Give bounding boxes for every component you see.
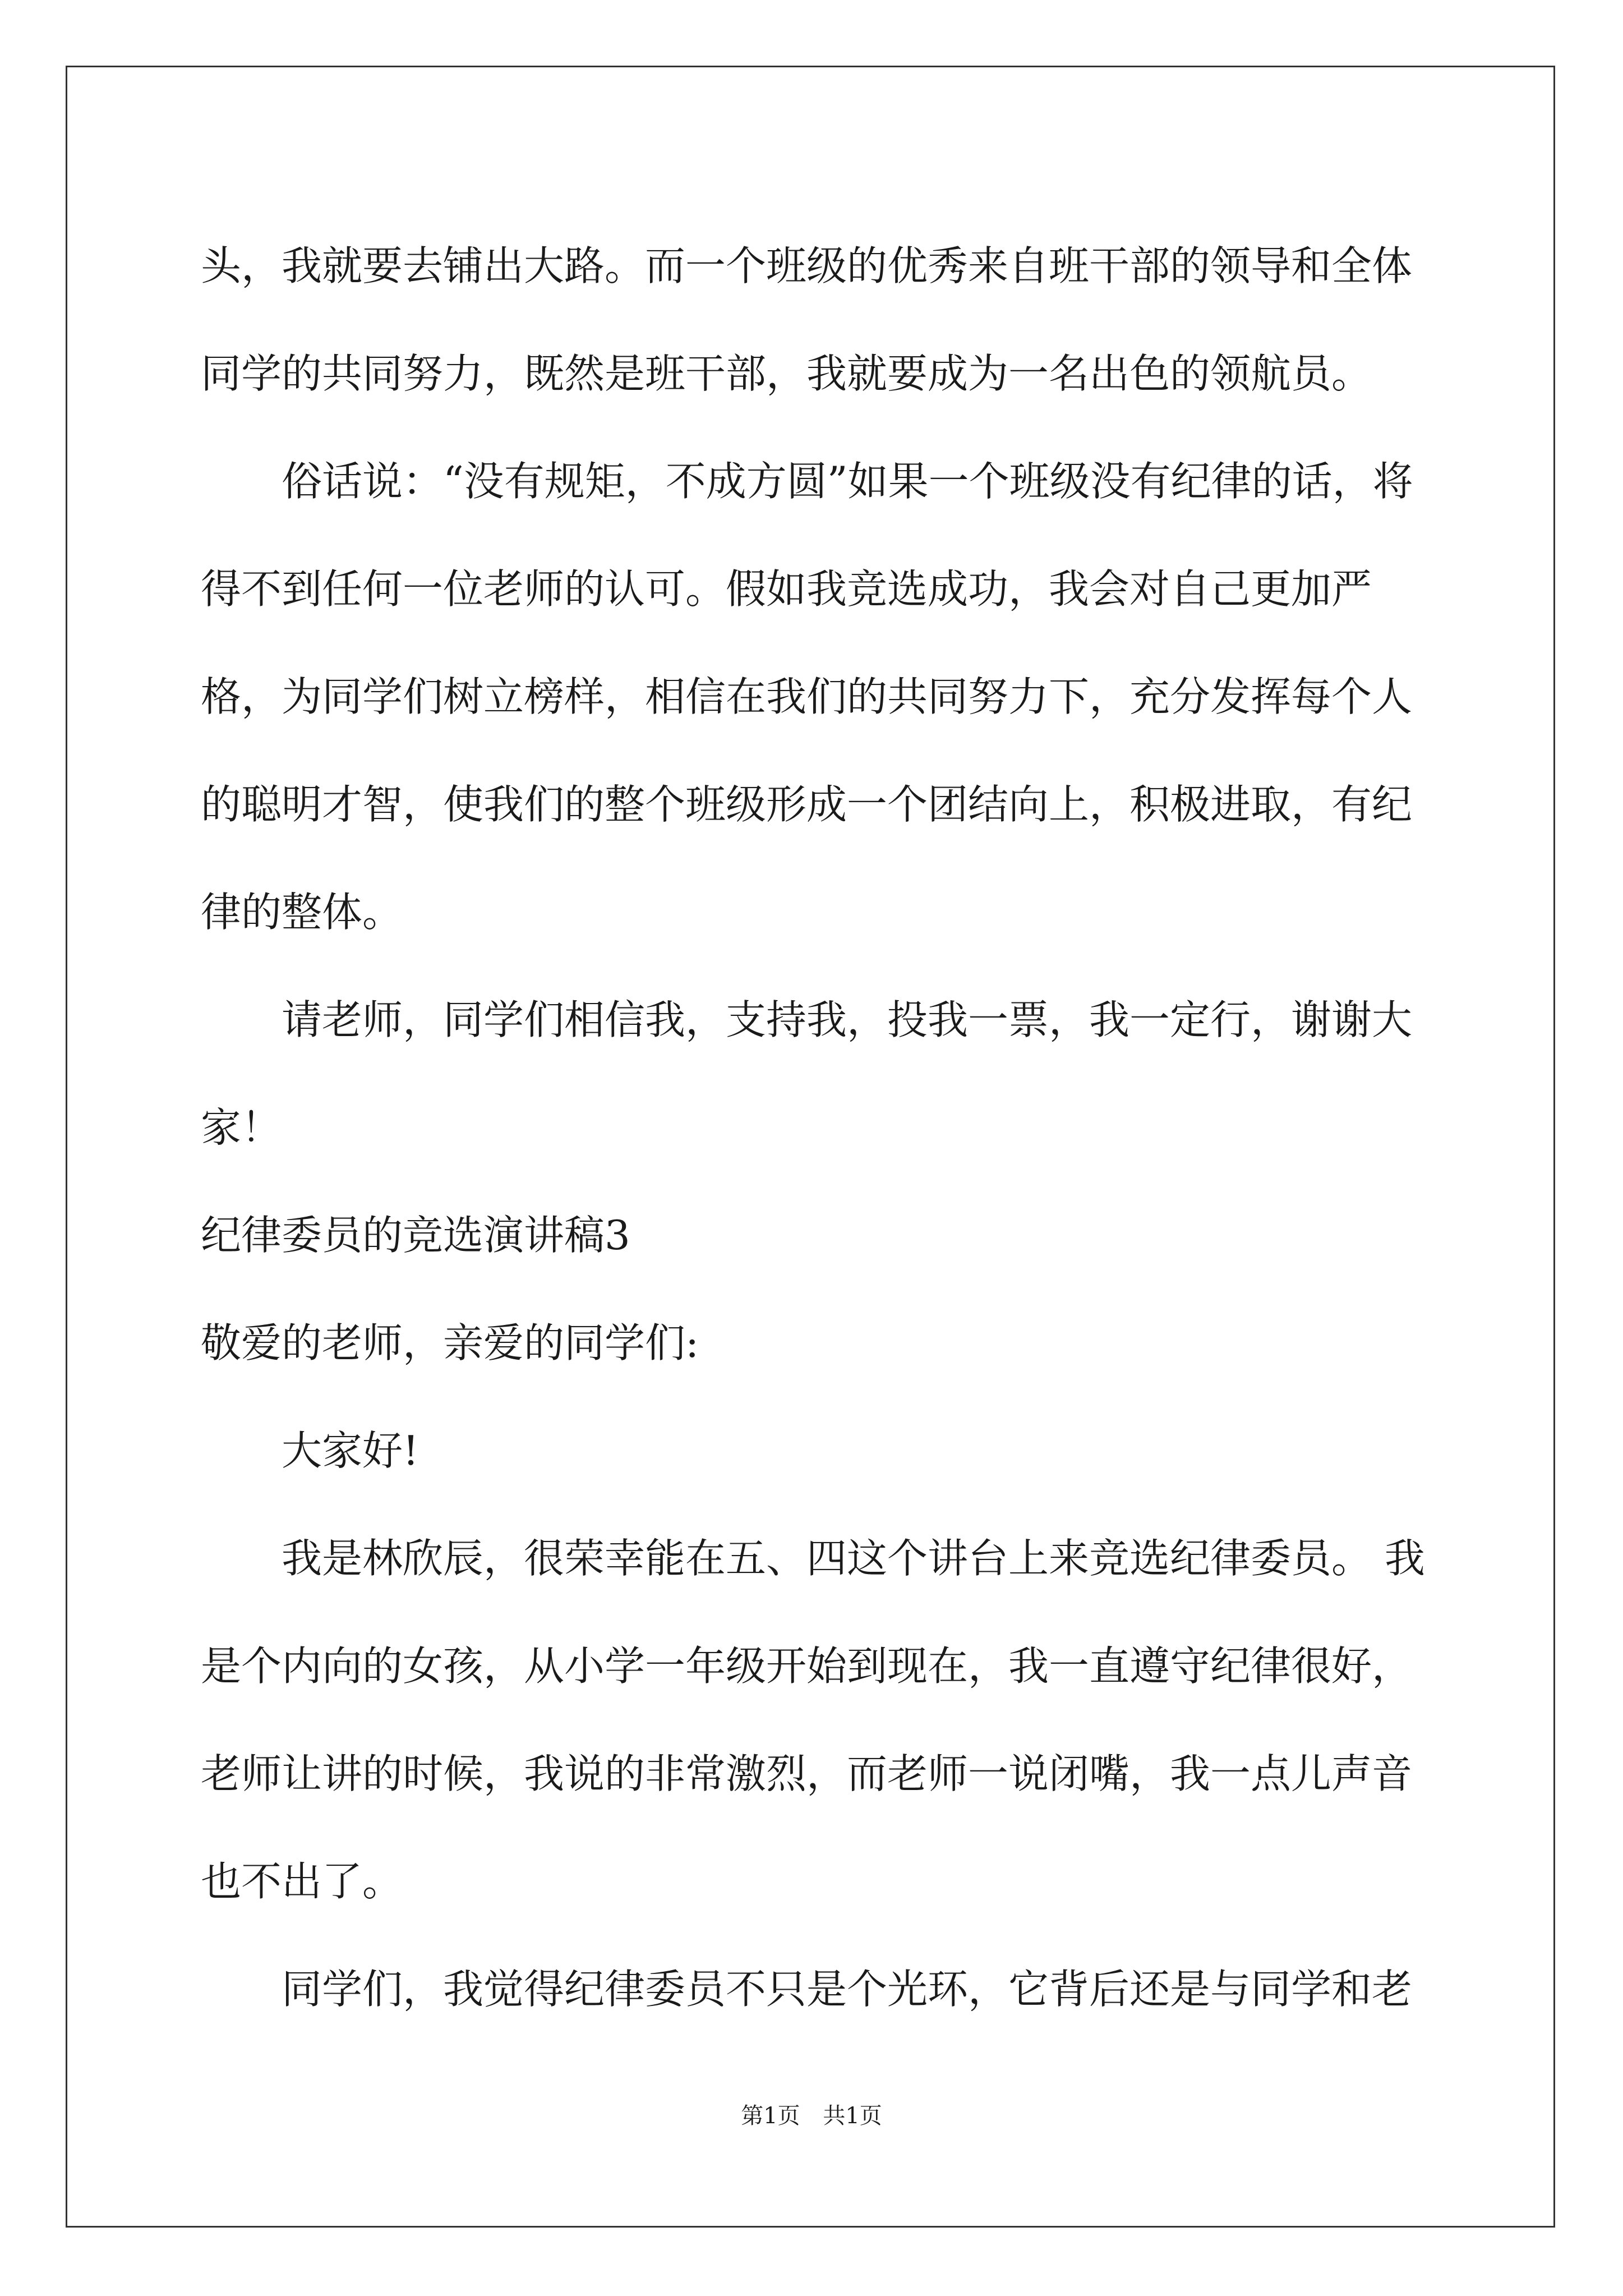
paragraph-1: 头，我就要去铺出大路。而一个班级的优秀来自班干部的领导和全体同学的共同努力，既然是班干部，我就要成为一名出色的领航员。 xyxy=(201,242,1413,397)
page-number: 第1页 xyxy=(741,2103,800,2129)
page-footer xyxy=(0,2098,1623,2130)
paragraph-6: 我是林欣辰，很荣幸能在五、四这个讲台上来竞选纪律委员。 我是个内向的女孩，从小学一年级开始到现在，我一直遵守纪律很好，老师让讲的时候，我说的非常激烈，而老师一说闭嘴，我一点儿声音也不出了。 xyxy=(201,1535,1425,1905)
section-heading: 纪律委员的竞选演讲稿3 xyxy=(201,1212,630,1259)
paragraph-7: 同学们，我觉得纪律委员不只是个光环，它背后还是与同学和老 xyxy=(282,1966,1413,2013)
greeting: 大家好! xyxy=(282,1427,419,1474)
document-body xyxy=(201,212,1429,2043)
paragraph-2: 俗话说：“没有规矩，不成方圆”如果一个班级没有纪律的话，将得不到任何一位老师的认可。假如我竞选成功，我会对自己更加严格，为同学们树立榜样，相信在我们的共同努力下，充分发挥每个人的聪明才智，使我们的整个班级形成一个团结向上，积极进取，有纪律的整体。 xyxy=(201,458,1413,936)
salutation: 敬爱的老师，亲爱的同学们: xyxy=(201,1319,699,1366)
page-count: 共1页 xyxy=(823,2103,882,2129)
paragraph-3: 请老师，同学们相信我，支持我，投我一票，我一定行，谢谢大家！ xyxy=(201,996,1413,1151)
